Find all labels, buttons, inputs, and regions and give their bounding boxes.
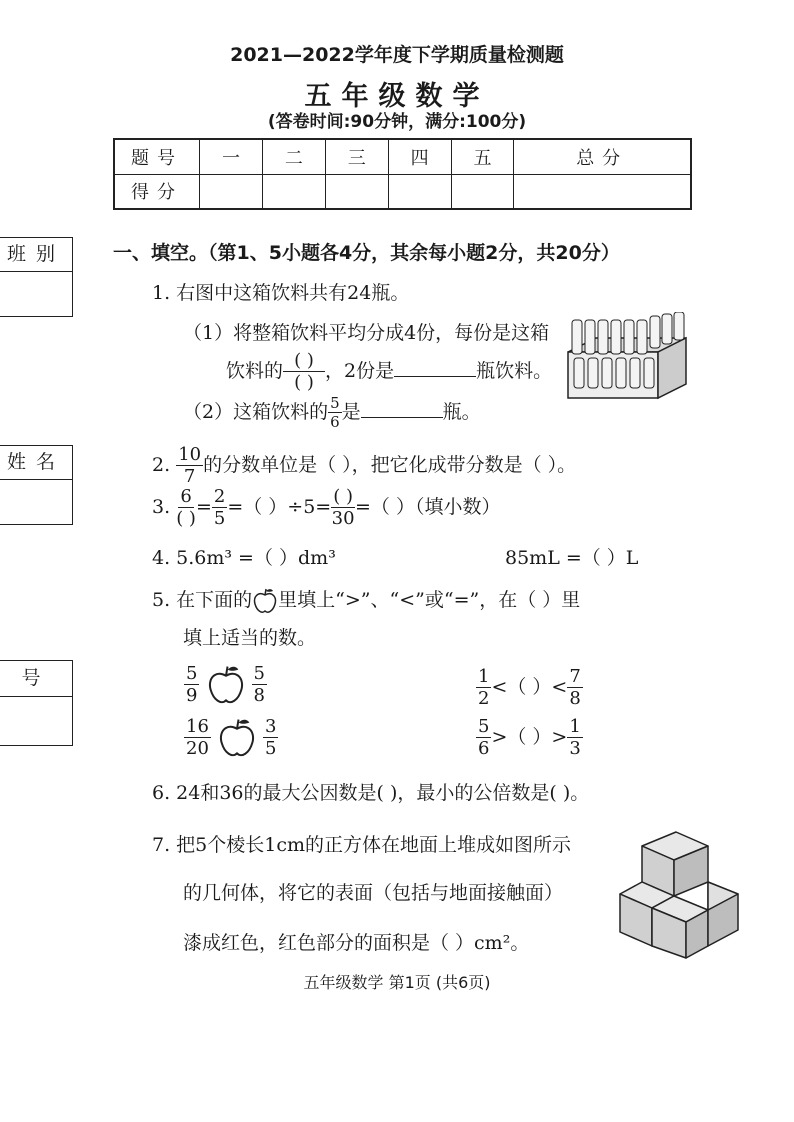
q5-d-right: $\frac{1}{3}$ (569, 716, 581, 759)
q2-fraction: $\frac{10}{7}$ (178, 444, 202, 487)
q5-a-left: $\frac{5}{9}$ (186, 663, 198, 706)
q1-part2-post: 瓶。 (442, 401, 481, 423)
q1-fraction-blank (283, 352, 325, 392)
score-table-col-3: 三 (325, 139, 388, 174)
name-box (0, 445, 73, 525)
score-table-header: 题号 (114, 139, 200, 174)
q3-eq1: = (195, 496, 212, 518)
apple-icon[interactable] (206, 663, 246, 707)
q7-line2: 的几何体，将它的表面（包括与地面接触面） (183, 882, 564, 904)
q1-part1-line2 (226, 352, 552, 392)
class-label: 班别 (0, 238, 72, 272)
score-cell-2[interactable] (262, 174, 325, 209)
q1-frac-num-blank[interactable]: ( ) (294, 350, 314, 371)
score-cell-total[interactable] (514, 174, 691, 209)
q5-compare-a (184, 663, 267, 707)
score-cell-4[interactable] (388, 174, 451, 209)
score-table-col-2: 二 (262, 139, 325, 174)
exam-year-title: 2021—2022学年度下学期质量检测题 (230, 44, 564, 66)
q5-d-left: $\frac{5}{6}$ (478, 716, 490, 759)
drink-box-illustration (562, 312, 692, 402)
class-box (0, 237, 73, 317)
q1-part1-mid: ，2份是 (325, 360, 395, 382)
name-field[interactable] (0, 480, 72, 524)
section-1-title: 一、填空。（第1、5小题各4分，其余每小题2分，共20分） (113, 242, 620, 264)
q6: 6. 24和36的最大公因数是( )，最小的公倍数是( )。 (152, 782, 590, 804)
q5-c-left: $\frac{1}{2}$ (478, 666, 490, 709)
q5-b-right: $\frac{3}{5}$ (265, 716, 277, 759)
q4-left: 4. 5.6m³ =（ ）dm³ (152, 547, 336, 569)
q2-text: 的分数单位是（ ），把它化成带分数是（ ）。 (203, 454, 577, 476)
score-table-col-total: 总分 (514, 139, 691, 174)
q1-part2-fraction: $\frac{5}{6}$ (330, 394, 340, 431)
q3-fraction-a: $\frac{6}{( )}$ (176, 486, 196, 529)
q5-d-mid: >（ ）> (491, 726, 568, 748)
score-row-label: 得分 (114, 174, 200, 209)
score-table-col-1: 一 (200, 139, 263, 174)
q1-part2 (183, 396, 481, 430)
number-field[interactable] (0, 697, 72, 745)
score-table-col-5: 五 (451, 139, 514, 174)
q1-stem: 1. 右图中这箱饮料共有24瓶。 (152, 282, 410, 304)
q7-line3: 漆成红色，红色部分的面积是（ ）cm²。 (183, 932, 530, 954)
q3-end: =（ ）（填小数） (355, 496, 501, 518)
q3 (152, 488, 500, 528)
cube-stack-illustration (614, 824, 744, 960)
q2-number: 2. (152, 454, 171, 476)
q1-part1-pre: 饮料的 (226, 360, 284, 382)
name-label: 姓名 (0, 446, 72, 480)
exam-time-info: (答卷时间:90分钟，满分:100分) (267, 112, 527, 132)
class-field[interactable] (0, 272, 72, 316)
q5-compare-b (184, 716, 278, 760)
q1-part2-blank[interactable] (361, 401, 443, 418)
number-box (0, 660, 73, 746)
q1-part1-line1: （1）将整箱饮料平均分成4份，每份是这箱 (183, 322, 550, 344)
page-footer: 五年级数学 第1页 (共6页) (303, 973, 491, 992)
q1-part2-pre: （2）这箱饮料的 (183, 401, 329, 423)
apple-icon[interactable] (217, 716, 257, 760)
q5-compare-d (476, 718, 583, 758)
q3-fraction-c: $\frac{( )}{30}$ (331, 486, 355, 529)
score-table-col-4: 四 (388, 139, 451, 174)
score-table (113, 138, 692, 210)
q5-b-left: $\frac{16}{20}$ (186, 716, 209, 759)
q7-line1: 7. 把5个棱长1cm的正方体在地面上堆成如图所示 (152, 834, 572, 856)
apple-icon (252, 587, 278, 615)
q2 (152, 446, 576, 486)
q5-a-right: $\frac{5}{8}$ (253, 663, 265, 706)
q3-fraction-b: $\frac{2}{5}$ (213, 486, 226, 529)
q3-mid: =（ ）÷5= (227, 496, 332, 518)
q3-number: 3. (152, 496, 171, 518)
q4-right: 85mL =（ ）L (505, 547, 639, 569)
q5-line1: 5. 在下面的 里填上“>”、“<”或“=”，在（ ）里 (152, 585, 580, 615)
q1-part2-mid: 是 (341, 401, 361, 423)
q5-c-mid: <（ ）< (491, 676, 568, 698)
score-cell-5[interactable] (451, 174, 514, 209)
q1-bottles-blank[interactable] (394, 360, 476, 377)
exam-subject-title: 五年级数学 (304, 81, 490, 112)
q5-line2: 填上适当的数。 (183, 627, 317, 649)
q1-frac-den-blank[interactable]: ( ) (294, 372, 314, 393)
score-cell-1[interactable] (200, 174, 263, 209)
q5-compare-c (476, 668, 583, 708)
number-label: 号 (0, 661, 72, 697)
score-cell-3[interactable] (325, 174, 388, 209)
q1-part1-post: 瓶饮料。 (476, 360, 553, 382)
q5-c-right: $\frac{7}{8}$ (569, 666, 581, 709)
